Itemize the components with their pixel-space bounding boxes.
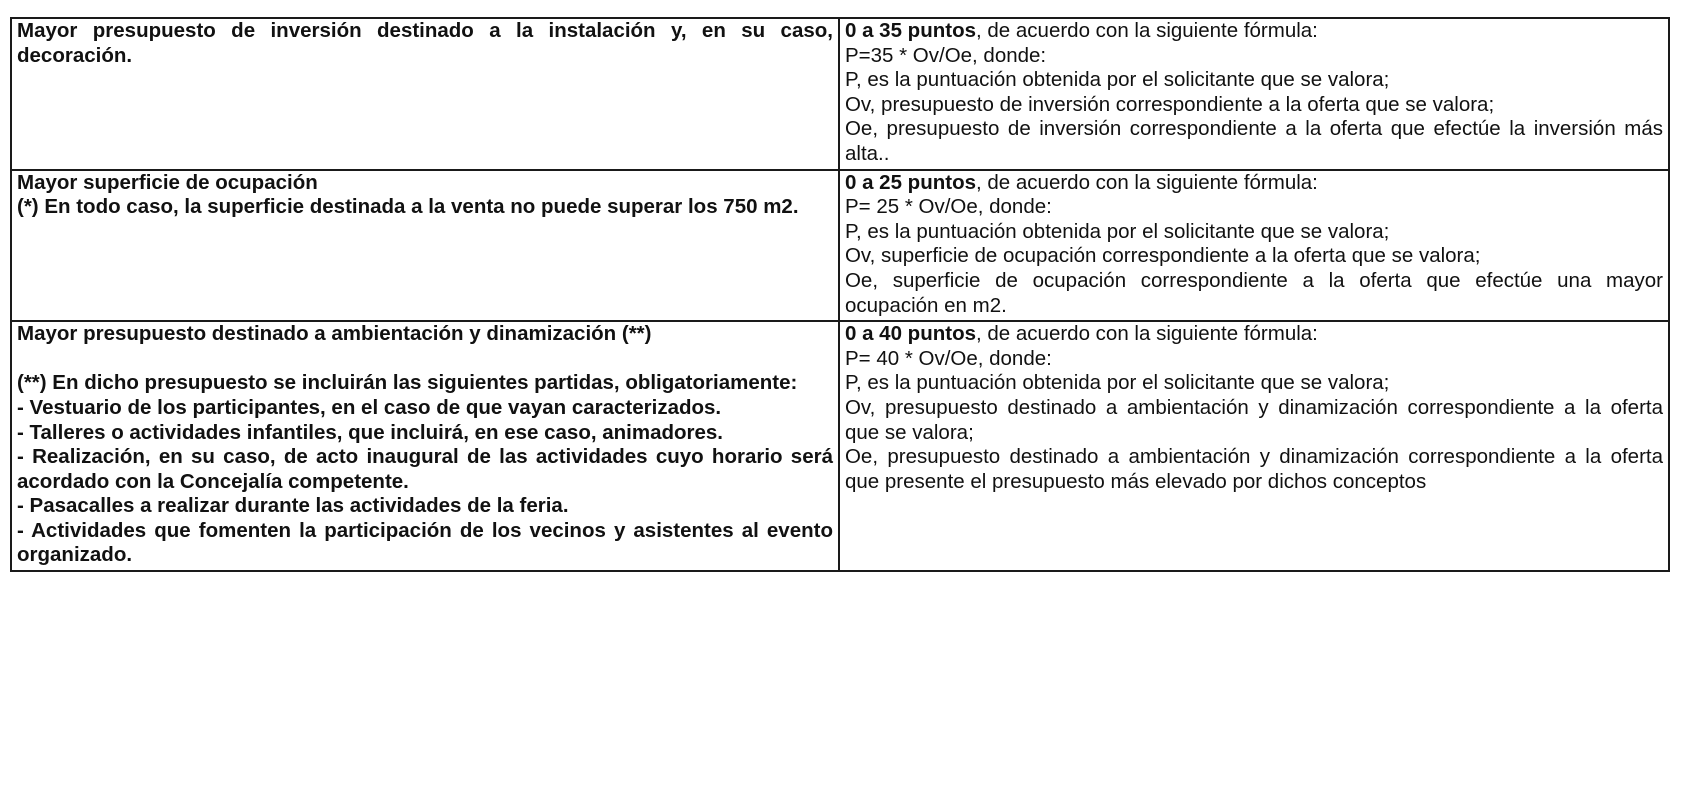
formula: P=35 * Ov/Oe, donde:	[844, 43, 1047, 67]
scoring-cell	[839, 18, 1669, 170]
criterion-cell	[11, 321, 839, 571]
list-item: - Pasacalles a realizar durante las actividades de la feria.	[17, 494, 569, 518]
criterion-note: (*) En todo caso, la superficie destinada a la venta no puede superar los 750 m2.	[17, 195, 799, 219]
formula: P= 40 * Ov/Oe, donde:	[844, 346, 1052, 370]
intro-text: , de acuerdo con la siguiente fórmula:	[976, 170, 1318, 194]
points-range: 0 a 25 puntos	[844, 170, 976, 194]
p-definition: P, es la puntuación obtenida por el solicitante que se valora;	[844, 371, 1390, 395]
table-row	[11, 321, 1669, 571]
p-definition: P, es la puntuación obtenida por el solicitante que se valora;	[844, 219, 1390, 243]
criterion-note: (**) En dicho presupuesto se incluirán las siguientes partidas, obligatoriamente:	[17, 371, 798, 395]
criterion-title: Mayor presupuesto de inversión destinado a la instalación y, en su caso, decoración.	[17, 19, 833, 67]
criterion-title: Mayor superficie de ocupación	[17, 170, 318, 194]
oe-definition: Oe, presupuesto de inversión correspondiente a la oferta que efectúe la inversión más alta..	[844, 117, 1663, 165]
criterion-cell	[11, 18, 839, 170]
scoring-cell	[839, 170, 1669, 322]
table-row	[11, 170, 1669, 322]
scoring-cell	[839, 321, 1669, 571]
criterion-cell	[11, 170, 839, 322]
list-item: - Realización, en su caso, de acto inaugural de las actividades cuyo horario será acordado con la Concejalía competente.	[17, 445, 833, 493]
oe-definition: Oe, superficie de ocupación correspondiente a la oferta que efectúe una mayor ocupación en m2.	[844, 268, 1663, 317]
list-item: - Actividades que fomenten la participación de los vecinos y asistentes al evento organizado.	[17, 518, 833, 567]
spacer	[17, 347, 833, 372]
formula: P= 25 * Ov/Oe, donde:	[844, 195, 1052, 219]
points-range: 0 a 35 puntos	[844, 19, 976, 42]
points-range: 0 a 40 puntos	[844, 322, 976, 346]
scoring-intro	[845, 171, 1663, 196]
ov-definition: Ov, superficie de ocupación correspondiente a la oferta que se valora;	[844, 244, 1481, 268]
oe-definition: Oe, presupuesto destinado a ambientación y dinamización correspondiente a la oferta que presente el presupuesto más elevado por dichos conceptos	[844, 445, 1663, 493]
ov-definition: Ov, presupuesto de inversión correspondiente a la oferta que se valora;	[844, 92, 1495, 116]
intro-text: , de acuerdo con la siguiente fórmula:	[976, 19, 1318, 42]
criterion-title: Mayor presupuesto destinado a ambientación y dinamización (**)	[17, 322, 652, 346]
list-item: - Vestuario de los participantes, en el caso de que vayan caracterizados.	[17, 395, 722, 419]
scoring-intro	[845, 19, 1663, 44]
list-item: - Talleres o actividades infantiles, que incluirá, en ese caso, animadores.	[17, 420, 723, 444]
table-row	[11, 18, 1669, 170]
scoring-intro	[845, 322, 1663, 347]
criteria-table	[10, 17, 1670, 572]
intro-text: , de acuerdo con la siguiente fórmula:	[976, 322, 1318, 346]
p-definition: P, es la puntuación obtenida por el solicitante que se valora;	[844, 68, 1390, 92]
ov-definition: Ov, presupuesto destinado a ambientación y dinamización correspondiente a la oferta que se valora;	[844, 395, 1663, 444]
